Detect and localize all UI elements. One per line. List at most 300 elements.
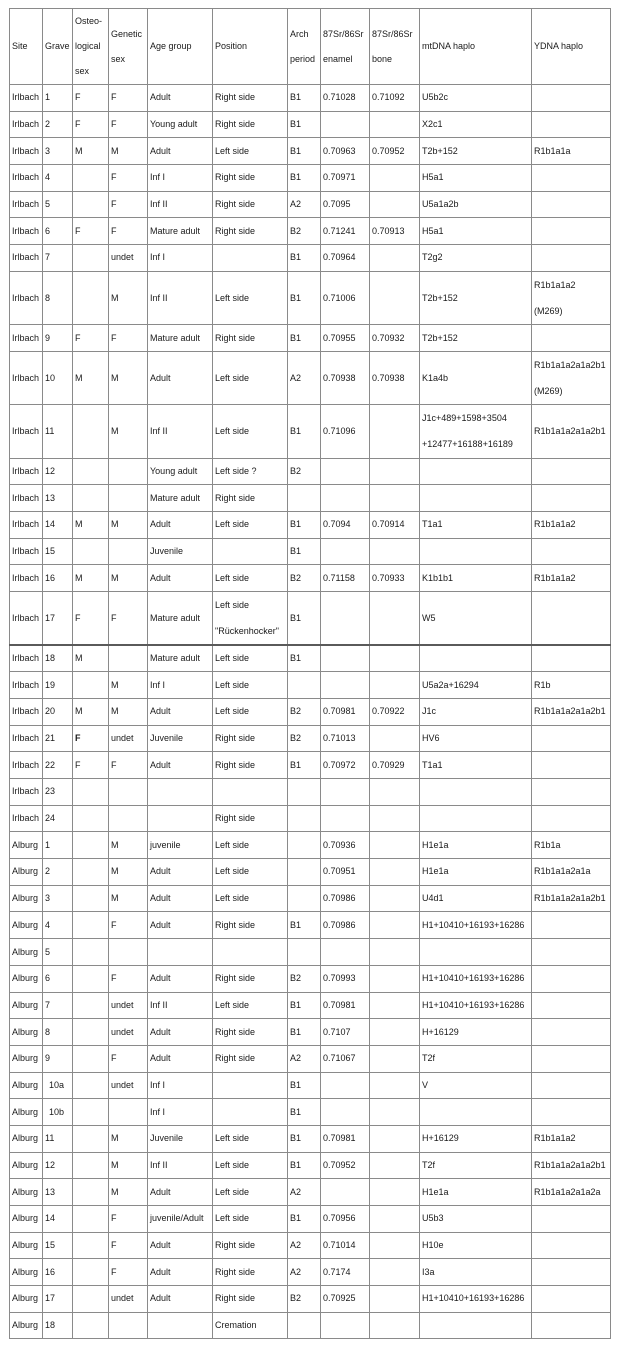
age-group-cell: Inf I (148, 1099, 213, 1126)
ydna-haplo-cell (532, 645, 611, 672)
site-cell: Irlbach (10, 779, 43, 806)
arch-period-cell (288, 485, 321, 512)
osteological-sex-cell (73, 832, 109, 859)
age-group-cell: Adult (148, 512, 213, 539)
grave-cell: 6 (43, 218, 73, 245)
osteological-sex-cell (73, 245, 109, 272)
table-row (10, 325, 611, 352)
genetic-sex-cell: undet (109, 725, 148, 752)
sr-enamel-cell: 0.7095 (321, 191, 370, 218)
site-cell: Irlbach (10, 698, 43, 725)
genetic-sex-cell: F (109, 1232, 148, 1259)
sr-bone-cell (370, 538, 420, 565)
grave-cell: 23 (43, 779, 73, 806)
site-cell: Alburg (10, 1179, 43, 1206)
osteological-sex-cell (73, 1259, 109, 1286)
arch-period-cell: B1 (288, 1099, 321, 1126)
sr-enamel-cell: 0.70993 (321, 965, 370, 992)
table-row (10, 1312, 611, 1339)
age-group-cell: Adult (148, 85, 213, 112)
mtdna-haplo-cell: T2b+152 (420, 271, 532, 324)
mtdna-haplo-cell: HV6 (420, 725, 532, 752)
grave-cell: 17 (43, 592, 73, 646)
osteological-sex-cell (73, 458, 109, 485)
grave-cell: 11 (43, 405, 73, 458)
genetic-sex-cell: M (109, 672, 148, 699)
position-cell: Right side (213, 85, 288, 112)
table-row (10, 1206, 611, 1233)
sr-bone-cell (370, 191, 420, 218)
arch-period-cell: B2 (288, 458, 321, 485)
osteological-sex-cell (73, 165, 109, 192)
ydna-haplo-cell (532, 191, 611, 218)
sr-enamel-cell: 0.71006 (321, 271, 370, 324)
mtdna-haplo-cell: H1+10410+16193+16286 (420, 992, 532, 1019)
age-group-cell: Adult (148, 752, 213, 779)
position-cell: Right side (213, 965, 288, 992)
position-cell: Right side (213, 325, 288, 352)
sr-enamel-cell: 0.70981 (321, 698, 370, 725)
mtdna-haplo-cell: H10e (420, 1232, 532, 1259)
table-row (10, 1259, 611, 1286)
ydna-haplo-cell (532, 325, 611, 352)
header-sr-bone (370, 9, 420, 85)
sr-bone-cell (370, 1179, 420, 1206)
sr-bone-cell: 0.70929 (370, 752, 420, 779)
sr-bone-cell: 0.70933 (370, 565, 420, 592)
mtdna-haplo-cell: T1a1 (420, 512, 532, 539)
position-cell: Left side (213, 1125, 288, 1152)
site-cell: Irlbach (10, 325, 43, 352)
sr-enamel-cell (321, 111, 370, 138)
mtdna-haplo-cell (420, 939, 532, 966)
arch-period-cell: B1 (288, 538, 321, 565)
mtdna-haplo-cell: H+16129 (420, 1019, 532, 1046)
site-cell: Irlbach (10, 218, 43, 245)
header-mtdna-haplo: mtDNA haplo (420, 9, 532, 85)
osteological-sex-cell (73, 672, 109, 699)
mtdna-haplo-cell: T1a1 (420, 752, 532, 779)
arch-period-cell: B2 (288, 965, 321, 992)
age-group-cell: Inf I (148, 1072, 213, 1099)
osteological-sex-cell (73, 859, 109, 886)
sr-bone-cell (370, 1232, 420, 1259)
osteological-sex-cell (73, 1206, 109, 1233)
sr-bone-cell (370, 939, 420, 966)
sr-enamel-cell (321, 939, 370, 966)
position-cell: Left side (213, 832, 288, 859)
age-group-cell: Inf I (148, 165, 213, 192)
position-cell (213, 245, 288, 272)
position-cell (213, 538, 288, 565)
ydna-haplo-cell: R1b1a1a2 (532, 1125, 611, 1152)
sr-bone-cell (370, 672, 420, 699)
age-group-cell: Mature adult (148, 218, 213, 245)
sr-enamel-cell (321, 805, 370, 832)
grave-cell: 13 (43, 1179, 73, 1206)
grave-cell: 14 (43, 512, 73, 539)
position-cell: Left side ? (213, 458, 288, 485)
arch-period-cell: A2 (288, 1045, 321, 1072)
position-cell: Left side (213, 1179, 288, 1206)
mtdna-haplo-cell: U5b3 (420, 1206, 532, 1233)
age-group-cell: Adult (148, 698, 213, 725)
genetic-sex-cell: M (109, 1179, 148, 1206)
mtdna-haplo-cell: T2g2 (420, 245, 532, 272)
sr-bone-cell (370, 912, 420, 939)
ydna-haplo-cell (532, 218, 611, 245)
position-cell: Right side (213, 912, 288, 939)
sr-bone-cell: 0.71092 (370, 85, 420, 112)
age-group-cell: Adult (148, 1232, 213, 1259)
position-cell: Left side (213, 1206, 288, 1233)
osteological-sex-cell (73, 912, 109, 939)
genetic-sex-cell (109, 805, 148, 832)
arch-period-cell: B1 (288, 512, 321, 539)
site-cell: Alburg (10, 1072, 43, 1099)
ydna-haplo-cell (532, 245, 611, 272)
ydna-haplo-cell: R1b1a1a2a1a2b1 (532, 698, 611, 725)
arch-period-cell: B2 (288, 1286, 321, 1313)
site-cell: Irlbach (10, 245, 43, 272)
osteological-sex-cell (73, 1286, 109, 1313)
ydna-haplo-cell (532, 752, 611, 779)
grave-cell: 3 (43, 885, 73, 912)
mtdna-haplo-cell (420, 405, 532, 458)
table-row (10, 565, 611, 592)
table-body (10, 85, 611, 1339)
ydna-haplo-cell: R1b1a1a2a1a2a (532, 1179, 611, 1206)
header-osteological-sex (73, 9, 109, 85)
position-cell: Left side (213, 405, 288, 458)
arch-period-cell: A2 (288, 191, 321, 218)
sr-bone-cell (370, 485, 420, 512)
grave-cell: 13 (43, 485, 73, 512)
genetic-sex-cell: M (109, 138, 148, 165)
grave-cell: 2 (43, 111, 73, 138)
position-cell: Left side (213, 992, 288, 1019)
sr-enamel-cell (321, 1072, 370, 1099)
table-row (10, 1125, 611, 1152)
mtdna-haplo-cell: H1+10410+16193+16286 (420, 965, 532, 992)
position-cell: Left side (213, 271, 288, 324)
genetic-sex-cell: M (109, 1125, 148, 1152)
header-sr-enamel-line: 87Sr/86Sr (323, 28, 364, 39)
table-row (10, 592, 611, 646)
ydna-haplo-cell: R1b1a1a2a1a2b1 (532, 885, 611, 912)
position-cell: Right side (213, 485, 288, 512)
grave-cell: 12 (43, 1152, 73, 1179)
arch-period-cell (288, 1312, 321, 1339)
mtdna-haplo-cell-line: J1c+489+1598+3504 (422, 413, 507, 424)
sr-enamel-cell: 0.71013 (321, 725, 370, 752)
site-cell: Alburg (10, 965, 43, 992)
mtdna-haplo-cell: J1c (420, 698, 532, 725)
grave-cell: 9 (43, 1045, 73, 1072)
genetic-sex-cell: F (109, 218, 148, 245)
mtdna-haplo-cell: T2b+152 (420, 325, 532, 352)
mtdna-haplo-cell: T2b+152 (420, 138, 532, 165)
grave-cell: 2 (43, 859, 73, 886)
age-group-cell: Adult (148, 1179, 213, 1206)
mtdna-haplo-cell (420, 645, 532, 672)
arch-period-cell: B2 (288, 565, 321, 592)
osteological-sex-cell: M (73, 512, 109, 539)
header-sr-bone-line: 87Sr/86Sr (372, 28, 413, 39)
ydna-haplo-cell (532, 1206, 611, 1233)
sr-enamel-cell: 0.71158 (321, 565, 370, 592)
age-group-cell: Adult (148, 1286, 213, 1313)
site-cell: Alburg (10, 1232, 43, 1259)
sr-enamel-cell (321, 779, 370, 806)
ydna-haplo-cell (532, 1099, 611, 1126)
position-cell: Right side (213, 1232, 288, 1259)
ydna-haplo-cell (532, 1045, 611, 1072)
sr-enamel-cell: 0.70925 (321, 1286, 370, 1313)
mtdna-haplo-cell (420, 458, 532, 485)
grave-cell: 5 (43, 191, 73, 218)
sr-bone-cell: 0.70913 (370, 218, 420, 245)
osteological-sex-cell (73, 965, 109, 992)
genetic-sex-cell (109, 939, 148, 966)
genetic-sex-cell: F (109, 1206, 148, 1233)
position-cell: Left side (213, 859, 288, 886)
age-group-cell: Adult (148, 1045, 213, 1072)
sr-bone-cell (370, 1045, 420, 1072)
site-cell: Alburg (10, 939, 43, 966)
arch-period-cell (288, 672, 321, 699)
site-cell: Alburg (10, 1206, 43, 1233)
ydna-haplo-cell: R1b1a1a2a1a (532, 859, 611, 886)
mtdna-haplo-cell: H5a1 (420, 165, 532, 192)
table-row (10, 538, 611, 565)
header-sr-enamel (321, 9, 370, 85)
arch-period-cell: B2 (288, 698, 321, 725)
osteological-sex-cell (73, 1232, 109, 1259)
table-row (10, 859, 611, 886)
genetic-sex-cell (109, 485, 148, 512)
genetic-sex-cell: M (109, 832, 148, 859)
ydna-haplo-cell: R1b1a (532, 832, 611, 859)
mtdna-haplo-cell (420, 1099, 532, 1126)
grave-cell: 15 (43, 538, 73, 565)
osteological-sex-cell: F (73, 325, 109, 352)
age-group-cell: Adult (148, 885, 213, 912)
genetic-sex-cell: M (109, 1152, 148, 1179)
genetic-sex-cell: M (109, 405, 148, 458)
genetic-sex-cell: F (109, 165, 148, 192)
site-cell: Alburg (10, 885, 43, 912)
sr-bone-cell (370, 1099, 420, 1126)
age-group-cell: Juvenile (148, 1125, 213, 1152)
mtdna-haplo-cell (420, 485, 532, 512)
osteological-sex-cell (73, 1312, 109, 1339)
ydna-haplo-cell-line: R1b1a1a2a1a2b1 (534, 360, 606, 371)
arch-period-cell: B1 (288, 85, 321, 112)
sr-bone-cell (370, 271, 420, 324)
age-group-cell: Inf II (148, 1152, 213, 1179)
table-row (10, 1152, 611, 1179)
ydna-haplo-cell (532, 779, 611, 806)
sr-enamel-cell: 0.70981 (321, 1125, 370, 1152)
arch-period-cell: A2 (288, 1179, 321, 1206)
ydna-haplo-cell (532, 1232, 611, 1259)
ydna-haplo-cell (532, 111, 611, 138)
site-cell: Irlbach (10, 111, 43, 138)
arch-period-cell: B1 (288, 111, 321, 138)
mtdna-haplo-cell: H5a1 (420, 218, 532, 245)
position-cell (213, 1099, 288, 1126)
osteological-sex-cell (73, 1099, 109, 1126)
mtdna-haplo-cell: H1e1a (420, 832, 532, 859)
sr-bone-cell (370, 725, 420, 752)
sr-bone-cell (370, 885, 420, 912)
arch-period-cell: A2 (288, 1232, 321, 1259)
sr-enamel-cell: 0.71096 (321, 405, 370, 458)
table-row (10, 805, 611, 832)
table-row (10, 698, 611, 725)
arch-period-cell: A2 (288, 1259, 321, 1286)
osteological-sex-cell (73, 1019, 109, 1046)
ydna-haplo-cell (532, 965, 611, 992)
grave-cell: 6 (43, 965, 73, 992)
genetic-sex-cell: M (109, 859, 148, 886)
site-cell: Irlbach (10, 592, 43, 646)
site-cell: Irlbach (10, 485, 43, 512)
arch-period-cell: B1 (288, 165, 321, 192)
sr-bone-cell: 0.70938 (370, 351, 420, 404)
mtdna-haplo-cell (420, 779, 532, 806)
sr-enamel-cell: 0.70986 (321, 912, 370, 939)
ydna-haplo-cell-line: (M269) (534, 306, 563, 316)
grave-cell: 16 (43, 1259, 73, 1286)
position-cell-line: "Rückenhocker" (215, 626, 279, 637)
genetic-sex-cell (109, 1312, 148, 1339)
arch-period-cell (288, 832, 321, 859)
ydna-haplo-cell (532, 725, 611, 752)
sr-enamel-cell: 0.7107 (321, 1019, 370, 1046)
table-row (10, 939, 611, 966)
burial-data-table (9, 8, 611, 1339)
header-sr-enamel-line: enamel (323, 53, 353, 64)
ydna-haplo-cell-line: (M269) (534, 386, 563, 397)
osteological-sex-cell (73, 1045, 109, 1072)
sr-enamel-cell: 0.70964 (321, 245, 370, 272)
sr-enamel-cell (321, 1312, 370, 1339)
sr-bone-cell (370, 1286, 420, 1313)
table-row (10, 485, 611, 512)
sr-enamel-cell (321, 672, 370, 699)
sr-enamel-cell (321, 538, 370, 565)
site-cell: Irlbach (10, 512, 43, 539)
mtdna-haplo-cell: U5a2a+16294 (420, 672, 532, 699)
sr-bone-cell (370, 592, 420, 646)
osteological-sex-cell (73, 779, 109, 806)
grave-cell: 18 (43, 1312, 73, 1339)
sr-enamel-cell: 0.70972 (321, 752, 370, 779)
age-group-cell: Inf II (148, 271, 213, 324)
grave-cell: 12 (43, 458, 73, 485)
osteological-sex-cell (73, 485, 109, 512)
grave-cell: 16 (43, 565, 73, 592)
sr-enamel-cell: 0.7094 (321, 512, 370, 539)
age-group-cell: juvenile (148, 832, 213, 859)
site-cell: Irlbach (10, 645, 43, 672)
table-row (10, 405, 611, 458)
age-group-cell: Adult (148, 912, 213, 939)
position-cell (213, 939, 288, 966)
sr-bone-cell (370, 1152, 420, 1179)
sr-enamel-cell: 0.70986 (321, 885, 370, 912)
arch-period-cell: B1 (288, 271, 321, 324)
grave-cell: 7 (43, 992, 73, 1019)
table-row (10, 779, 611, 806)
age-group-cell: Adult (148, 1019, 213, 1046)
ydna-haplo-cell (532, 805, 611, 832)
header-osteological-sex-line: sex (75, 66, 90, 76)
table-row (10, 832, 611, 859)
age-group-cell: Adult (148, 351, 213, 404)
arch-period-cell: B1 (288, 1206, 321, 1233)
sr-enamel-cell: 0.70938 (321, 351, 370, 404)
table-row (10, 965, 611, 992)
mtdna-haplo-cell: H1e1a (420, 1179, 532, 1206)
genetic-sex-cell: F (109, 111, 148, 138)
mtdna-haplo-cell: T2f (420, 1152, 532, 1179)
osteological-sex-cell (73, 805, 109, 832)
arch-period-cell: B1 (288, 138, 321, 165)
sr-enamel-cell: 0.70981 (321, 992, 370, 1019)
mtdna-haplo-cell: H1e1a (420, 859, 532, 886)
osteological-sex-cell (73, 1072, 109, 1099)
grave-cell: 22 (43, 752, 73, 779)
position-cell: Right side (213, 165, 288, 192)
sr-bone-cell (370, 405, 420, 458)
sr-bone-cell (370, 165, 420, 192)
genetic-sex-cell (109, 538, 148, 565)
position-cell: Left side (213, 138, 288, 165)
sr-bone-cell (370, 832, 420, 859)
ydna-haplo-cell (532, 165, 611, 192)
age-group-cell: Juvenile (148, 538, 213, 565)
age-group-cell (148, 1312, 213, 1339)
sr-bone-cell: 0.70932 (370, 325, 420, 352)
burial-data-table-container (9, 8, 611, 1339)
header-site: Site (10, 9, 43, 85)
osteological-sex-cell (73, 1125, 109, 1152)
mtdna-haplo-cell: V (420, 1072, 532, 1099)
sr-enamel-cell: 0.70952 (321, 1152, 370, 1179)
site-cell: Alburg (10, 832, 43, 859)
site-cell: Alburg (10, 1259, 43, 1286)
table-row (10, 165, 611, 192)
ydna-haplo-cell: R1b1a1a2 (532, 512, 611, 539)
sr-enamel-cell: 0.70951 (321, 859, 370, 886)
table-row (10, 85, 611, 112)
table-row (10, 458, 611, 485)
position-cell: Cremation (213, 1312, 288, 1339)
site-cell: Irlbach (10, 405, 43, 458)
position-cell: Right side (213, 1259, 288, 1286)
age-group-cell: Inf II (148, 992, 213, 1019)
sr-bone-cell (370, 1206, 420, 1233)
arch-period-cell (288, 779, 321, 806)
header-row (10, 9, 611, 85)
position-cell (213, 779, 288, 806)
age-group-cell: juvenile/Adult (148, 1206, 213, 1233)
ydna-haplo-cell (532, 1286, 611, 1313)
osteological-sex-cell (73, 992, 109, 1019)
